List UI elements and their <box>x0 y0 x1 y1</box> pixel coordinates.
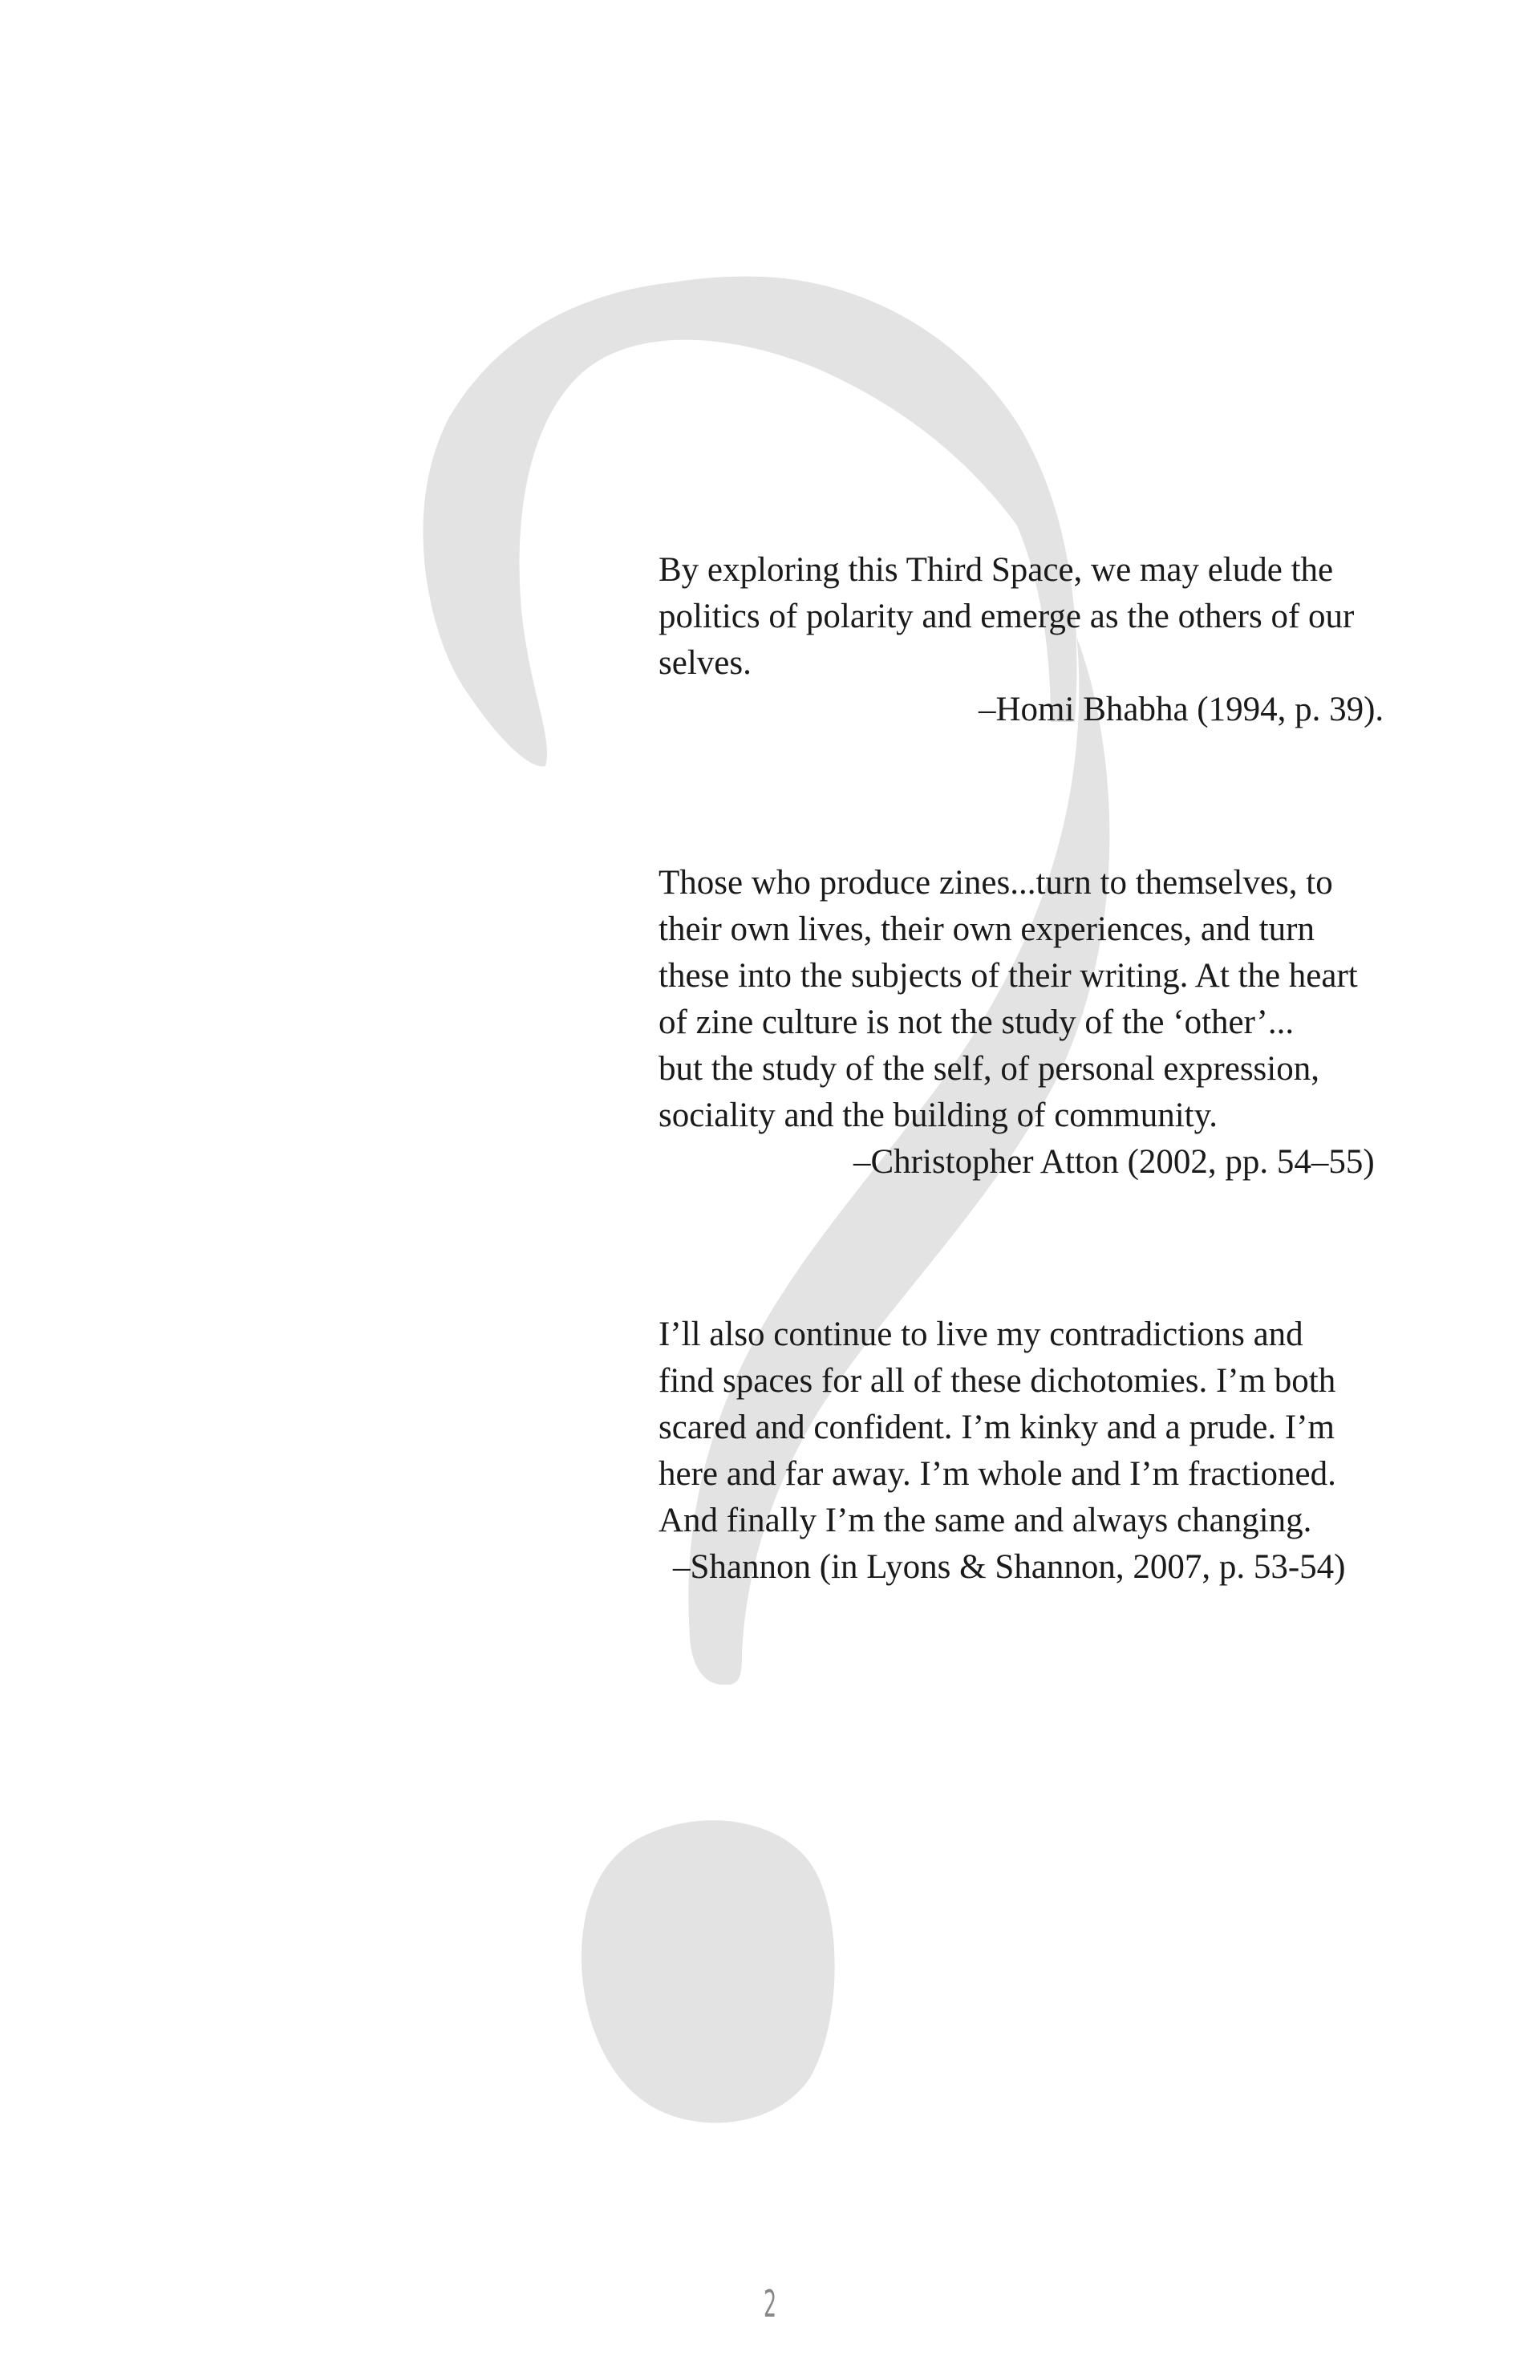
epigraph-quote <box>659 1312 1429 1591</box>
epigraph-quote <box>659 547 1429 733</box>
quote-text: I’ll also continue to live my contradictions and find spaces for all of these dichotomies. I’m both scared and confident. I’m kinky and a prude. I’m here and far away. I’m whole and I’m fractioned. And finally I’m the same and always changing. <box>659 1316 1336 1539</box>
page-number: 2 <box>763 2282 777 2325</box>
question-mark-dot <box>582 1820 835 2123</box>
quote-text: By exploring this Third Space, we may elude the politics of polarity and emerge as the others of our selves. <box>659 551 1355 682</box>
quote-attribution: –Shannon (in Lyons & Shannon, 2007, p. 53-54) <box>673 1548 1346 1586</box>
quote-text: Those who produce zines...turn to themselves, to their own lives, their own experiences, and turn these into the subjects of their writing. At the heart of zine culture is not the study of the ‘other’... but the study of the self, of personal expression, sociality and the building of community. <box>659 864 1358 1134</box>
epigraph-quote <box>659 860 1429 1186</box>
quote-attribution: –Homi Bhabha (1994, p. 39). <box>979 691 1384 728</box>
quote-attribution: –Christopher Atton (2002, pp. 54–55) <box>853 1143 1375 1181</box>
